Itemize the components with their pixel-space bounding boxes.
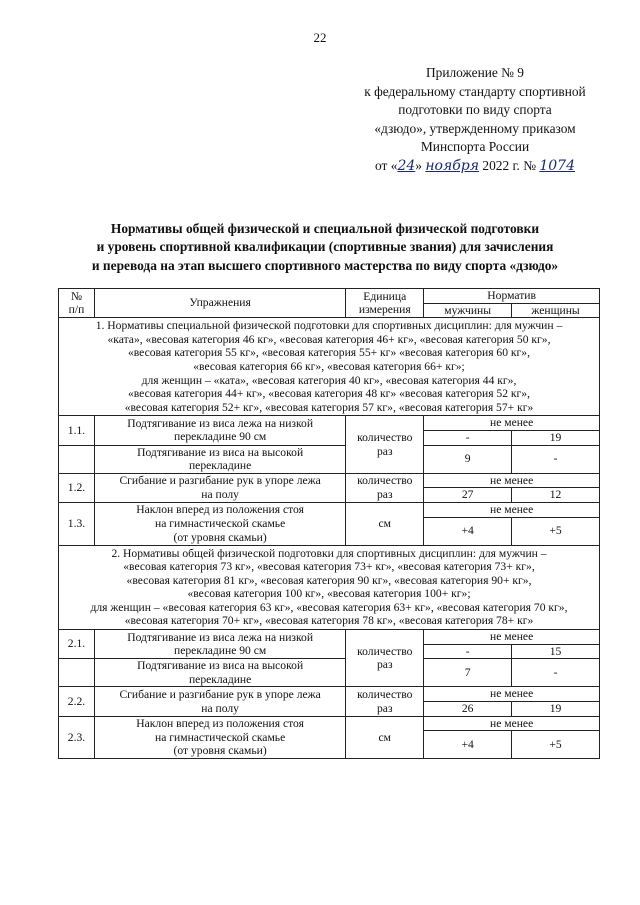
section-header-row: [59, 318, 600, 416]
section-line: «весовая категория 52+ кг», «весовая категория 57 кг», «весовая категория 57+ кг»: [124, 400, 534, 414]
value-men: +4: [424, 517, 512, 545]
exercise-line: перекладине 90 см: [174, 644, 267, 658]
value-men: 7: [424, 659, 512, 687]
appendix-header: [340, 64, 610, 176]
value-men: +4: [424, 731, 512, 759]
header-unit: [346, 289, 424, 318]
unit-line: раз: [377, 487, 393, 501]
section-line: «весовая категория 73 кг», «весовая категория 73+ кг», «весовая категория 73+ кг»,: [123, 560, 535, 574]
exercise-line: Сгибание и разгибание рук в упоре лежа: [119, 687, 321, 701]
section-line: для женщин – «ката», «весовая категория 40 кг», «весовая категория 44 кг»,: [141, 373, 517, 387]
table-header-row: [59, 289, 600, 304]
header-women: женщины: [512, 303, 600, 318]
value-men: 27: [424, 488, 512, 503]
section-line: «весовая категория 44+ кг», «весовая категория 48 кг» «весовая категория 52 кг»,: [127, 387, 531, 401]
section-line: «весовая категория 55 кг», «весовая категория 55+ кг» «весовая категория 60 кг»,: [127, 346, 531, 360]
exercise-line: на гимнастической скамье: [155, 730, 286, 744]
row-num: 2.1.: [59, 630, 95, 659]
document-title: [40, 220, 610, 275]
date-day: 24: [397, 157, 416, 174]
exercise-cell: [94, 716, 345, 759]
header-norm: Норматив: [424, 289, 600, 304]
row-num: 2.2.: [59, 687, 95, 716]
exercise-cell: [94, 687, 345, 716]
value-women: 19: [512, 430, 600, 445]
exercise-cell: [94, 502, 345, 545]
exercise-line: на полу: [201, 701, 239, 715]
unit-line: раз: [377, 444, 393, 458]
value-women: 12: [512, 488, 600, 503]
exercise-line: (от уровня скамьи): [173, 530, 267, 544]
page-number: 22: [313, 30, 327, 45]
min-label: не менее: [424, 473, 600, 488]
appendix-date-line: [340, 157, 610, 176]
value-women: +5: [512, 731, 600, 759]
value-women: 19: [512, 702, 600, 717]
section-2-description: [59, 545, 600, 630]
table-row: [59, 473, 600, 488]
appendix-line: подготовки по виду спорта: [398, 102, 552, 118]
min-label: не менее: [424, 502, 600, 517]
min-label: не менее: [424, 716, 600, 731]
value-women: 15: [512, 644, 600, 659]
row-num: 2.3.: [59, 716, 95, 759]
header-num: [59, 289, 95, 318]
title-line: и перевода на этап высшего спортивного мастерства по виду спорта «дзюдо»: [91, 257, 559, 273]
header-men: мужчины: [424, 303, 512, 318]
min-label: не менее: [424, 416, 600, 431]
value-men: -: [424, 430, 512, 445]
unit-line: количество: [357, 687, 413, 701]
unit-line: количество: [357, 430, 413, 444]
title-line: и уровень спортивной квалификации (спортивные звания) для зачисления: [96, 239, 554, 255]
table-row: [59, 716, 600, 731]
norms-table: [58, 288, 600, 759]
row-num: 1.3.: [59, 502, 95, 545]
value-men: 9: [424, 445, 512, 473]
exercise-line: Подтягивание из виса на высокой: [137, 445, 304, 459]
exercise-line: Подтягивание из виса лежа на низкой: [127, 630, 314, 644]
header-num-line: п/п: [68, 303, 85, 317]
exercise-line: перекладине: [188, 672, 252, 686]
unit-cell: см: [346, 502, 424, 545]
value-women: -: [512, 445, 600, 473]
exercise-cell: [94, 630, 345, 659]
value-men: -: [424, 644, 512, 659]
appendix-line: Приложение № 9: [425, 65, 525, 80]
section-line: «весовая категория 66 кг», «весовая категория 66+ кг»;: [193, 359, 465, 373]
exercise-cell: [94, 473, 345, 502]
date-year: 2022 г. №: [482, 157, 536, 173]
appendix-line: к федеральному стандарту спортивной: [364, 83, 586, 99]
date-mid: »: [415, 157, 422, 173]
section-line: 2. Нормативы общей физической подготовки для спортивных дисциплин: для мужчин –: [111, 546, 547, 560]
exercise-cell: [94, 445, 345, 473]
value-women: -: [512, 659, 600, 687]
appendix-line: Минспорта России: [420, 139, 530, 155]
row-num-spacer: [59, 445, 95, 473]
value-women: +5: [512, 517, 600, 545]
unit-cell: [346, 630, 424, 687]
exercise-line: перекладине: [188, 459, 252, 473]
unit-cell: [346, 473, 424, 502]
exercise-cell: [94, 416, 345, 445]
unit-cell: см: [346, 716, 424, 759]
date-prefix: от «: [375, 157, 398, 173]
min-label: не менее: [424, 630, 600, 645]
unit-line: количество: [357, 644, 413, 658]
title-line: Нормативы общей физической и специальной физической подготовки: [110, 221, 540, 236]
header-unit-line: Единица: [363, 289, 407, 303]
row-num-spacer: [59, 659, 95, 687]
exercise-line: Подтягивание из виса лежа на низкой: [127, 416, 314, 430]
section-line: «весовая категория 100 кг», «весовая категория 100+ кг»;: [187, 587, 471, 601]
row-num: 1.2.: [59, 473, 95, 502]
exercise-line: на гимнастической скамье: [155, 516, 286, 530]
exercise-line: Сгибание и разгибание рук в упоре лежа: [119, 474, 321, 488]
unit-cell: [346, 416, 424, 473]
section-header-row: [59, 545, 600, 630]
table-row: [59, 630, 600, 645]
exercise-line: на полу: [201, 487, 239, 501]
header-exercise: Упражнения: [94, 289, 345, 318]
table-row: [59, 502, 600, 517]
date-month: ноября: [425, 157, 480, 174]
section-line: для женщин – «весовая категория 63 кг», «весовая категория 63+ кг», «весовая категория 70 кг»,: [90, 600, 568, 614]
unit-line: раз: [377, 701, 393, 715]
value-men: 26: [424, 702, 512, 717]
exercise-line: (от уровня скамьи): [173, 744, 267, 758]
section-line: «ката», «весовая категория 46 кг», «весовая категория 46+ кг», «весовая категория 50 кг»,: [107, 332, 551, 346]
table-row: [59, 687, 600, 702]
appendix-line: «дзюдо», утвержденному приказом: [374, 120, 576, 136]
section-line: «весовая категория 70+ кг», «весовая категория 78 кг», «весовая категория 78+ кг»: [124, 614, 534, 628]
exercise-cell: [94, 659, 345, 687]
header-num-line: №: [70, 289, 82, 303]
section-1-description: [59, 318, 600, 416]
exercise-line: Наклон вперед из положения стоя: [136, 503, 304, 517]
unit-line: раз: [377, 658, 393, 672]
unit-cell: [346, 687, 424, 716]
exercise-line: Наклон вперед из положения стоя: [136, 717, 304, 731]
section-line: 1. Нормативы специальной физической подготовки для спортивных дисциплин: для мужчин –: [95, 319, 563, 333]
exercise-line: перекладине 90 см: [174, 430, 267, 444]
exercise-line: Подтягивание из виса на высокой: [137, 659, 304, 673]
section-line: «весовая категория 81 кг», «весовая категория 90 кг», «весовая категория 90+ кг»,: [126, 573, 532, 587]
order-number: 1074: [539, 157, 575, 174]
table-row: [59, 416, 600, 431]
unit-line: количество: [357, 474, 413, 488]
row-num: 1.1.: [59, 416, 95, 445]
min-label: не менее: [424, 687, 600, 702]
header-unit-line: измерения: [358, 303, 411, 317]
